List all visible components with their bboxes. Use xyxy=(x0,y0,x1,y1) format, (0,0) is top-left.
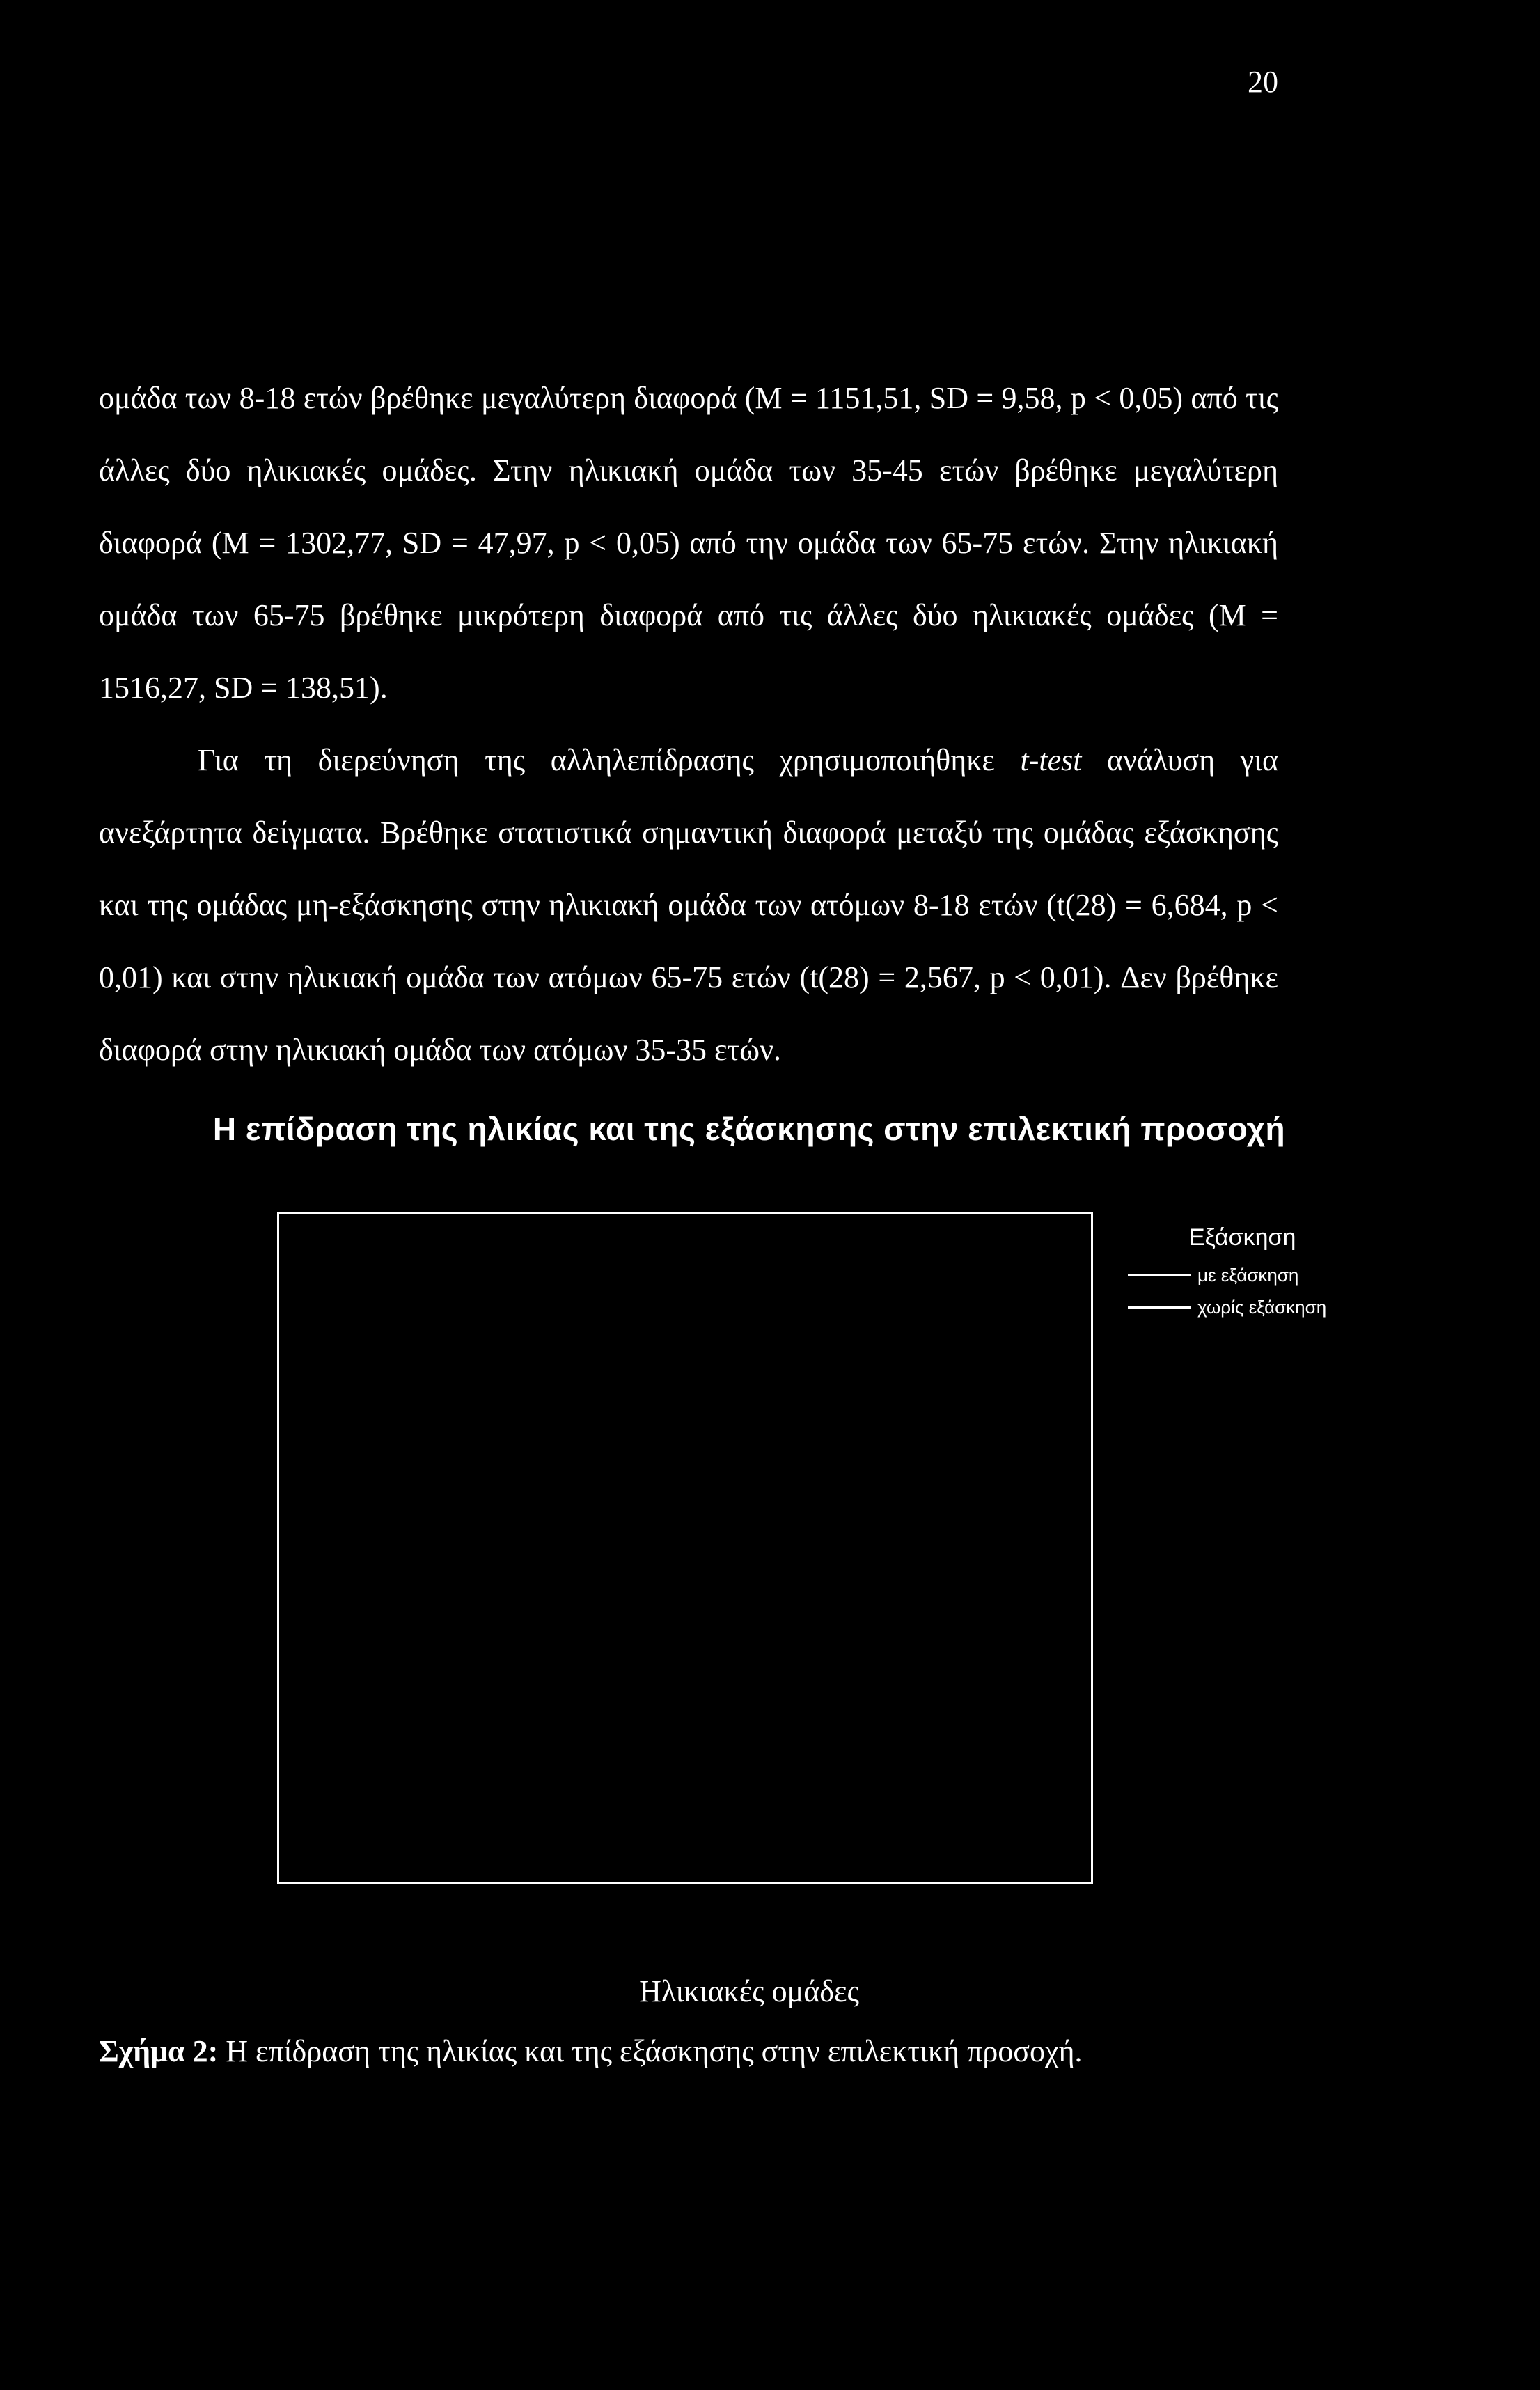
paragraph-2-start: Για τη διερεύνηση της αλληλεπίδρασης χρησιμοποιήθηκε xyxy=(198,743,1021,777)
legend-label-with-practice: με εξάσκηση xyxy=(1197,1264,1299,1286)
caption-text: Η επίδραση της ηλικίας και της εξάσκησης στην επιλεκτική προσοχή. xyxy=(218,2034,1083,2068)
legend-title: Εξάσκηση xyxy=(1189,1224,1296,1251)
x-axis-label: Ηλικιακές ομάδες xyxy=(639,1974,859,2008)
legend-item-without-practice xyxy=(1128,1291,1365,1323)
page-number: 20 xyxy=(1248,65,1278,99)
t-test-term: t-test xyxy=(1020,743,1082,777)
figure-title: Η επίδραση της ηλικίας και της εξάσκησης στην επιλεκτική προσοχή xyxy=(212,1111,1286,1147)
legend-item-with-practice xyxy=(1128,1259,1365,1291)
legend-line-without-practice xyxy=(1128,1306,1191,1309)
body-text xyxy=(99,362,1278,1086)
legend xyxy=(1128,1226,1365,1323)
paragraph-1: ομάδα των 8-18 ετών βρέθηκε μεγαλύτερη διαφορά (Μ = 1151,51, SD = 9,58, p < 0,05) από τις άλλες δύο ηλικιακές ομάδες. Στην ηλικιακή ομάδα των 35-45 ετών βρέθηκε μεγαλύτερη διαφορά (Μ = 1302,77, SD = 47,97, p < 0,05) από την ομάδα των 65-75 ετών. Στην ηλικιακή ομάδα των 65-75 βρέθηκε μικρότερη διαφορά από τις άλλες δύο ηλικιακές ομάδες (Μ = 1516,27, SD = 138,51). xyxy=(99,381,1278,705)
plot-area xyxy=(277,1212,1093,1884)
figure-caption xyxy=(99,2036,1083,2067)
paragraph-2-end: ανάλυση για ανεξάρτητα δείγματα. Βρέθηκε στατιστικά σημαντική διαφορά μεταξύ της ομάδας εξάσκησης και της ομάδας μη-εξάσκησης στην ηλικιακή ομάδα των ατόμων 8-18 ετών (t(28) = 6,684, p < 0,01) και στην ηλικιακή ομάδα των ατόμων 65-75 ετών (t(28) = 2,567, p < 0,01). Δεν βρέθηκε διαφορά στην ηλικιακή ομάδα των ατόμων 35-35 ετών. xyxy=(99,743,1279,1067)
legend-line-with-practice xyxy=(1128,1274,1191,1276)
caption-label: Σχήμα 2: xyxy=(99,2034,219,2068)
paragraph-2 xyxy=(99,724,1278,1086)
legend-label-without-practice: χωρίς εξάσκηση xyxy=(1197,1296,1327,1318)
